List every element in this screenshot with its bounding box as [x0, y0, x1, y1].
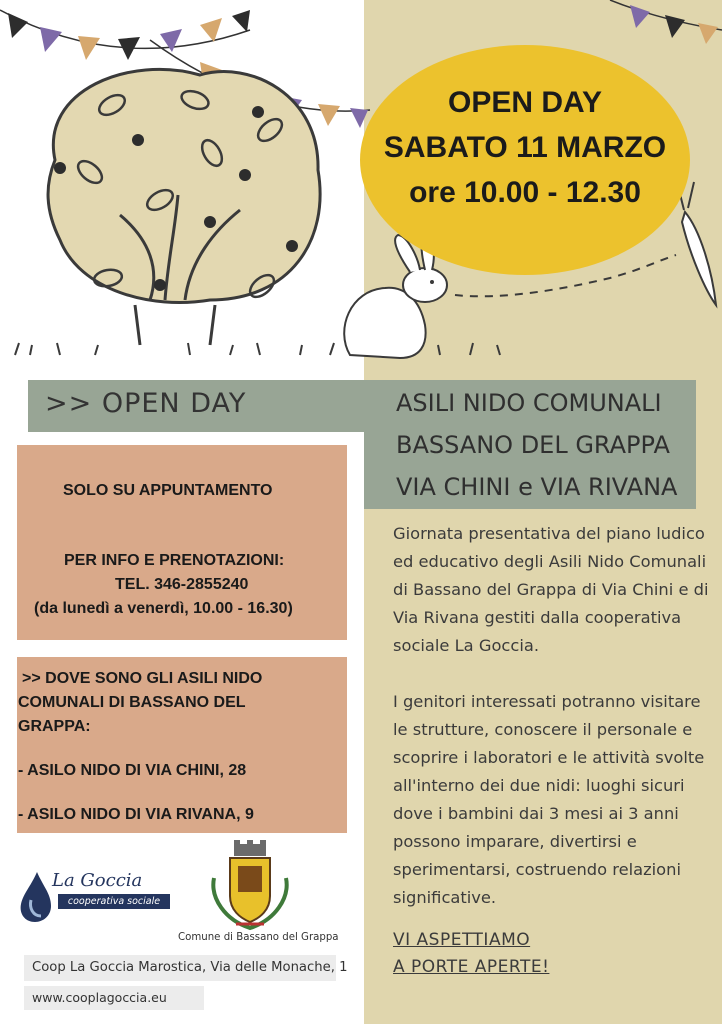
asili-title-line: BASSANO DEL GRAPPA [396, 431, 670, 459]
booking-hours: (da lunedì a venerdì, 10.00 - 16.30) [34, 600, 293, 617]
phone-number: TEL. 346-2855240 [115, 576, 249, 593]
open-day-label: >> OPEN DAY [45, 388, 247, 419]
asili-title-line: VIA CHINI e VIA RIVANA [396, 473, 678, 501]
description [393, 520, 713, 940]
cta-line: A PORTE APERTE! [393, 957, 550, 977]
cta-line: VI ASPETTIAMO [393, 930, 531, 950]
locations-heading-line: GRAPPA: [18, 718, 91, 735]
asili-title-line: ASILI NIDO COMUNALI [396, 389, 662, 417]
la-goccia-logo-subtitle: cooperativa sociale [58, 894, 170, 909]
open-day-title: OPEN DAY [448, 86, 602, 119]
description-paragraph: Giornata presentativa del piano ludico ed educativo degli Asili Nido Comunali di Bassano del Grappa di Via Chini e di Via Rivana gestiti dalla cooperativa sociale La Goccia. [393, 524, 709, 655]
location-item: - ASILO NIDO DI VIA CHINI, 28 [18, 762, 247, 779]
locations-heading-line: COMUNALI DI BASSANO DEL [18, 694, 246, 711]
appointment-only-text: SOLO SU APPUNTAMENTO [63, 482, 273, 499]
open-day-date: SABATO 11 MARZO [383, 131, 667, 164]
comune-label: Comune di Bassano del Grappa [178, 932, 339, 943]
footer-website-link[interactable]: www.cooplagoccia.eu [24, 986, 204, 1010]
welcome-cta [393, 927, 549, 981]
info-heading: PER INFO E PRENOTAZIONI: [64, 552, 285, 569]
asili-title [396, 382, 696, 508]
la-goccia-logo-name: La Goccia [52, 870, 143, 891]
description-paragraph: I genitori interessati potranno visitare le strutture, conoscere il personale e scoprire i laboratori e le attività svolte all'interno dei due nidi: luoghi sicuri dove i bambini dai 3 mesi ai 3 anni possono imparare, divertirsi e sperimentarsi, costruendo relazioni significative. [393, 692, 705, 907]
locations-heading-line: >> DOVE SONO GLI ASILI NIDO [22, 670, 263, 687]
comune-coat-of-arms-icon [200, 838, 300, 934]
open-day-time: ore 10.00 - 12.30 [409, 176, 641, 209]
location-item: - ASILO NIDO DI VIA RIVANA, 9 [18, 806, 254, 823]
footer-address: Coop La Goccia Marostica, Via delle Monache, 1 [24, 955, 336, 981]
open-day-announcement [360, 80, 690, 215]
